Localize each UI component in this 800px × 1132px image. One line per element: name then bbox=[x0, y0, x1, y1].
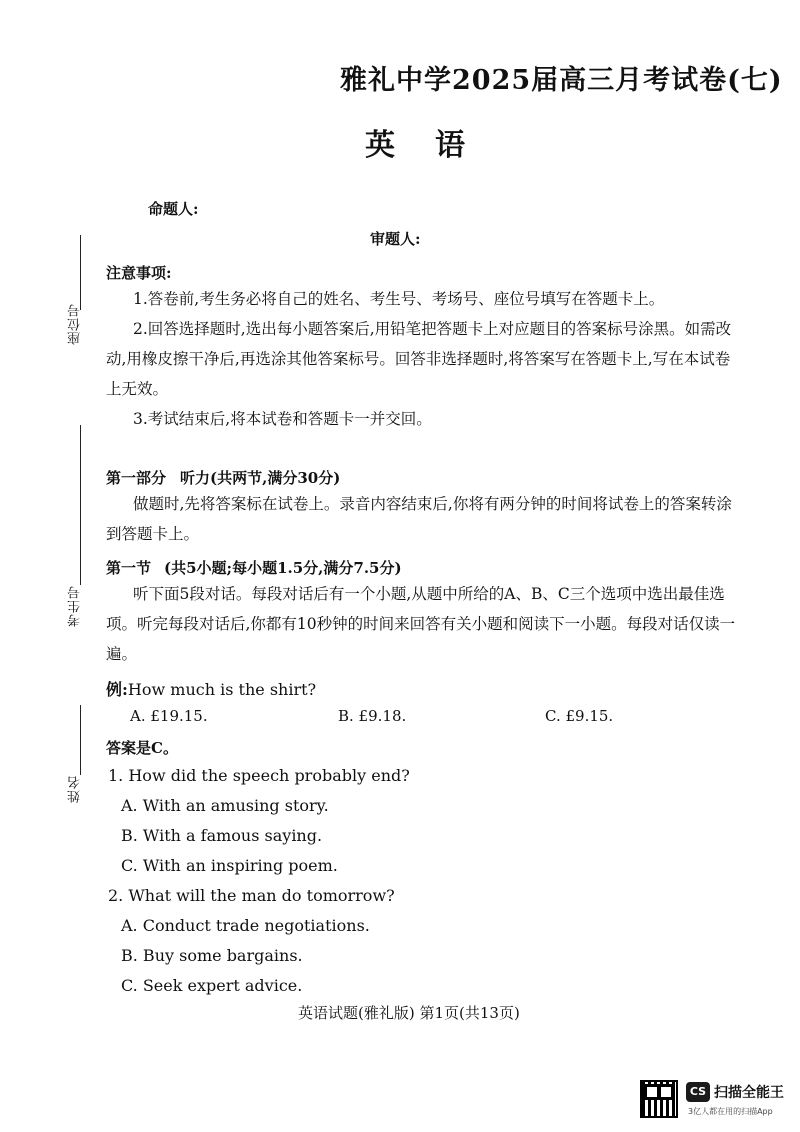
question-1-stem: 1. How did the speech probably end? bbox=[108, 766, 410, 785]
notes-item-2-line-2: 动,用橡皮擦干净后,再选涂其他答案标号。回答非选择题时,将答案写在答题卡上,写在本试卷 bbox=[106, 350, 731, 368]
name-line bbox=[80, 705, 81, 775]
question-1-option-b: B. With a famous saying. bbox=[121, 826, 323, 845]
notes-item-1: 1.答卷前,考生务必将自己的姓名、考生号、考场号、座位号填写在答题卡上。 bbox=[133, 290, 665, 308]
question-2-option-c: C. Seek expert advice. bbox=[121, 976, 303, 995]
part1-intro-line-2: 到答题卡上。 bbox=[106, 525, 200, 543]
section1-info: (共5小题;每小题1.5分,满分7.5分) bbox=[164, 559, 402, 577]
camscanner-logo-icon: CS bbox=[686, 1082, 710, 1102]
page-footer: 英语试题(雅礼版) 第1页(共13页) bbox=[298, 1004, 520, 1022]
scanner-tagline: 3亿人都在用的扫描App bbox=[688, 1107, 773, 1116]
section1-line-2: 项。听完每段对话后,你都有10秒钟的时间来回答有关小题和阅读下一小题。每段对话仅读一 bbox=[106, 615, 736, 633]
example-question bbox=[106, 677, 316, 700]
section1-line-1: 听下面5段对话。每段对话后有一个小题,从题中所给的A、B、C三个选项中选出最佳选 bbox=[133, 585, 725, 603]
example-option-a: A. £19.15. bbox=[130, 707, 208, 725]
question-2-stem: 2. What will the man do tomorrow? bbox=[108, 886, 395, 905]
qr-code-icon bbox=[640, 1080, 678, 1118]
example-option-b: B. £9.18. bbox=[338, 707, 407, 725]
name-label: 姓名 bbox=[68, 775, 83, 803]
exam-id-label: 考生号 bbox=[68, 585, 83, 627]
notes-item-3: 3.考试结束后,将本试卷和答题卡一并交回。 bbox=[133, 410, 432, 428]
section1-line-3: 遍。 bbox=[106, 645, 138, 663]
exam-id-line bbox=[80, 425, 81, 585]
example-question-text: How much is the shirt? bbox=[127, 680, 317, 699]
example-answer: 答案是C。 bbox=[106, 739, 178, 757]
question-2-option-b: B. Buy some bargains. bbox=[121, 946, 303, 965]
seat-line bbox=[80, 235, 81, 310]
subject-title: 英语 bbox=[365, 128, 505, 163]
example-label: 例: bbox=[106, 680, 128, 699]
section1-heading: 第一节 bbox=[106, 559, 152, 577]
question-1-option-c: C. With an inspiring poem. bbox=[121, 856, 338, 875]
exam-title: 雅礼中学2025届高三月考试卷(七) bbox=[340, 65, 783, 96]
example-option-c: C. £9.15. bbox=[545, 707, 614, 725]
notes-item-2-line-1: 2.回答选择题时,选出每小题答案后,用铅笔把答题卡上对应题目的答案标号涂黑。如需改 bbox=[133, 320, 732, 338]
notes-item-2-line-3: 上无效。 bbox=[106, 380, 169, 398]
reviewer-label: 审题人: bbox=[370, 230, 421, 248]
notes-heading: 注意事项: bbox=[106, 264, 172, 282]
part1-intro-line-1: 做题时,先将答案标在试卷上。录音内容结束后,你将有两分钟的时间将试卷上的答案转涂 bbox=[133, 495, 732, 513]
question-1-option-a: A. With an amusing story. bbox=[121, 796, 329, 815]
author-label: 命题人: bbox=[148, 200, 199, 218]
question-2-option-a: A. Conduct trade negotiations. bbox=[121, 916, 370, 935]
part1-heading: 第一部分 bbox=[106, 469, 167, 487]
seat-label: 座位号 bbox=[68, 303, 83, 345]
part1-title: 听力(共两节,满分30分) bbox=[180, 469, 341, 487]
scanner-app-name: 扫描全能王 bbox=[714, 1085, 784, 1101]
